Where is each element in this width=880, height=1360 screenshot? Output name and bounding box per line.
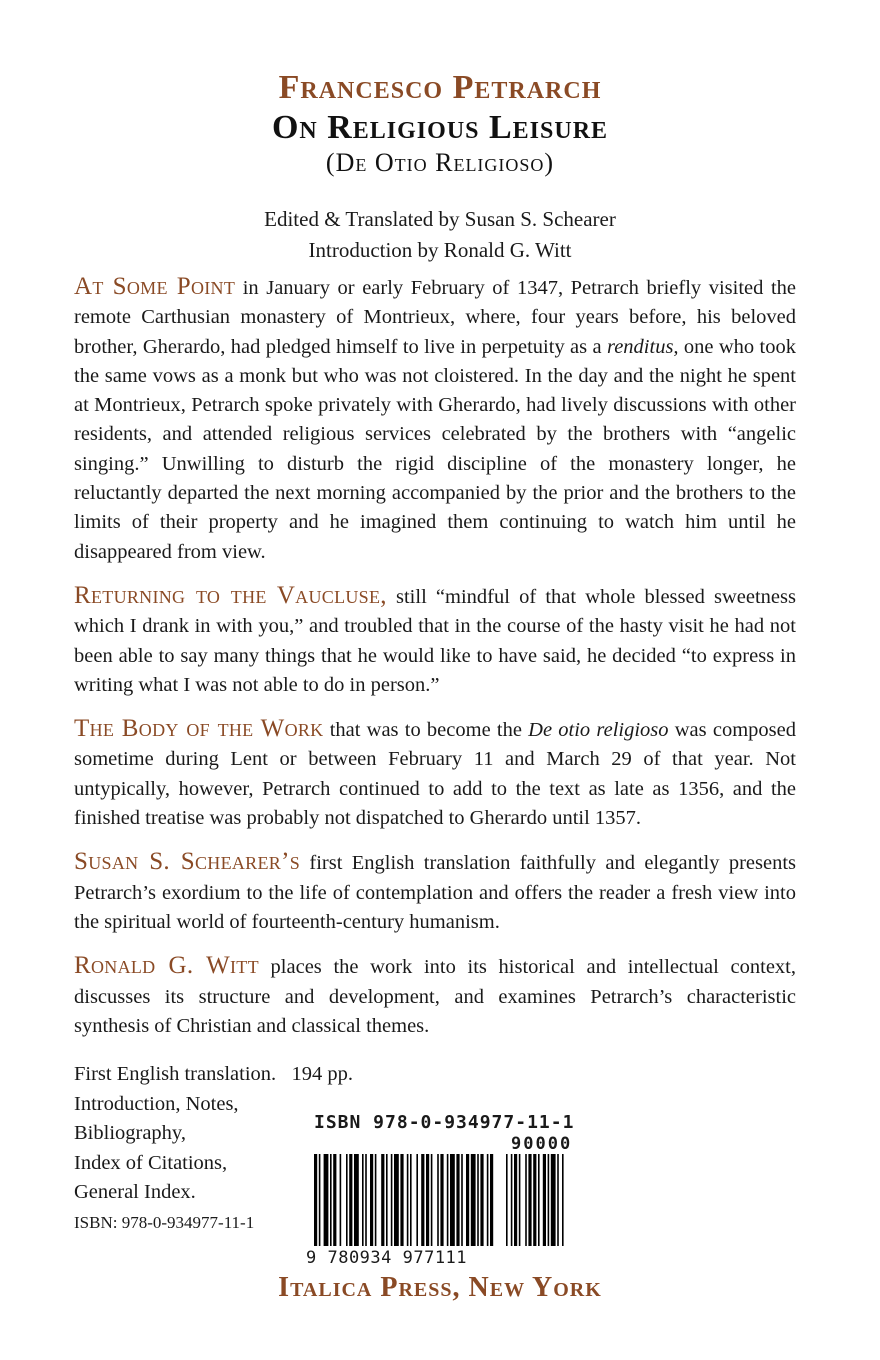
barcode-bar (391, 1154, 393, 1246)
barcode-bar (431, 1154, 433, 1246)
barcode-isbn-label: ISBN 978-0-934977-11-1 (314, 1112, 575, 1133)
editor-credit: Edited & Translated by Susan S. Schearer (264, 207, 616, 231)
details-isbn: ISBN: 978-0-934977-11-1 (74, 1212, 255, 1232)
barcode-addon-bar (538, 1154, 540, 1246)
paragraph-text: first English translation faithfully and elegantly presents Petrarch’s exordium to the life of contemplation and offers the reader a fresh view into the spiritual world of fourteenth-century humanism. (74, 852, 797, 933)
barcode-bar (340, 1154, 342, 1246)
introduction-credit: Introduction by Ronald G. Witt (308, 238, 572, 262)
paragraph-lead: Ronald G. Witt (74, 952, 259, 980)
barcode-addon-bar (533, 1154, 536, 1246)
barcode-price-code: 90000 (511, 1134, 573, 1154)
barcode-bar (324, 1154, 329, 1246)
paragraph-lead: Returning to the Vaucluse, (74, 581, 387, 609)
title-block (0, 68, 880, 178)
paragraph-italic: De otio religioso (528, 719, 669, 742)
book-title: On Religious Leisure (271, 109, 609, 146)
barcode-bar (487, 1154, 489, 1246)
barcode-bar (466, 1154, 469, 1246)
barcode-bar (314, 1154, 317, 1246)
barcode-addon-bar (506, 1154, 508, 1246)
barcode-bar (416, 1154, 418, 1246)
barcode-bars (306, 1154, 586, 1250)
barcode-bar (375, 1154, 377, 1246)
credits (0, 204, 880, 266)
paragraph-text: was composed sometime during Lent or between February 11 and March 29 of that year. Not untypically, however, Petrarch continued to add to the text as late as 1356, and the finished treatise was probably not dispatched to Gherardo until 1357. (74, 719, 796, 830)
book-author: Francesco Petrarch (278, 69, 602, 106)
paragraph-text: still “mindful of that whole blessed sweetness which I drank in with you,” and troubled that in the course of the hasty visit he had not been able to say many things that he would like to have said, he decided “to express in writing what I was not able to do in person.” (74, 585, 796, 696)
barcode-addon-bar (528, 1154, 531, 1246)
details-line: Index of Citations, (74, 1151, 228, 1174)
barcode-bar (319, 1154, 321, 1246)
barcode-digits: 9 780934 977111 (306, 1248, 468, 1268)
barcode-bar (421, 1154, 424, 1246)
barcode-bar (456, 1154, 459, 1246)
barcode-bar (437, 1154, 439, 1246)
barcode-bar (330, 1154, 332, 1246)
barcode-bar (471, 1154, 476, 1246)
barcode-addon-bar (551, 1154, 556, 1246)
book-latin-title: (De Otio Religioso) (325, 148, 555, 177)
barcode-bar (447, 1154, 449, 1246)
paragraph-text: places the work into its historical and intellectual context, discusses its structure and development, and examines Petrarch’s characteristic synthesis of Christian and classical themes. (74, 956, 796, 1037)
barcode-bar (426, 1154, 429, 1246)
barcode-bar (365, 1154, 367, 1246)
paragraph-lead: Susan S. Schearer’s (74, 848, 301, 876)
barcode-bar (381, 1154, 384, 1246)
barcode-addon-bar (511, 1154, 513, 1246)
barcode-bar (477, 1154, 479, 1246)
details-line: Bibliography, (74, 1122, 186, 1144)
details-line: General Index. (74, 1181, 196, 1203)
blurb-paragraph-3 (74, 714, 796, 833)
barcode-addon-bar (525, 1154, 527, 1246)
paragraph-lead: The Body of the Work (74, 715, 324, 743)
barcode-bar (440, 1154, 443, 1246)
barcode-addon-bar (514, 1154, 517, 1246)
blurb-paragraph-2 (74, 581, 796, 700)
barcode-addon-bar (557, 1154, 559, 1246)
barcode (306, 1112, 586, 1268)
paragraph-italic: renditus, (606, 335, 679, 358)
barcode-bar (490, 1154, 493, 1246)
barcode-bar (349, 1154, 352, 1246)
barcode-bar (410, 1154, 412, 1246)
barcode-bar (346, 1154, 348, 1246)
barcode-addon-bar (543, 1154, 546, 1246)
details-line: First English translation. 194 pp. (74, 1063, 354, 1085)
barcode-bar (333, 1154, 336, 1246)
barcode-addon-bar (519, 1154, 521, 1246)
barcode-bar (394, 1154, 399, 1246)
barcode-bar (407, 1154, 409, 1246)
barcode-bar (370, 1154, 373, 1246)
barcode-bar (480, 1154, 483, 1246)
blurb-paragraph-5 (74, 951, 796, 1041)
paragraph-text: one who took the same vows as a monk but who was not cloistered. In the day and the night he spent at Montrieux, Petrarch spoke privately with Gherardo, had lively discussions with other residents, and attended religious services celebrated by the brothers with “angelic singing.” Unwilling to disturb the rigid discipline of the monastery longer, he reluctantly departed the next morning accompanied by the prior and the brothers to the limits of their property and he imagined them continuing to watch him until he disappeared from view. (74, 335, 796, 563)
barcode-bar (461, 1154, 463, 1246)
blurb-paragraph-1 (74, 272, 796, 567)
barcode-bar (450, 1154, 455, 1246)
paragraph-text: in January or early February of 1347, Petrarch briefly visited the remote Carthusian monastery of Montrieux, where, four years before, his beloved brother, Gherardo, had pledged himself to live in perpetuity as a (74, 277, 796, 358)
blurb (74, 272, 796, 1055)
barcode-bar (386, 1154, 388, 1246)
details-line: Introduction, Notes, (74, 1092, 239, 1115)
barcode-bar (354, 1154, 359, 1246)
paragraph-text: that was to become the (323, 719, 529, 742)
barcode-addon-bar (548, 1154, 550, 1246)
barcode-bar (362, 1154, 364, 1246)
paragraph-lead: At Some Point (74, 273, 236, 300)
barcode-bar (400, 1154, 403, 1246)
blurb-paragraph-4 (74, 847, 796, 937)
publisher: Italica Press, New York (278, 1272, 602, 1303)
barcode-addon-bar (562, 1154, 564, 1246)
